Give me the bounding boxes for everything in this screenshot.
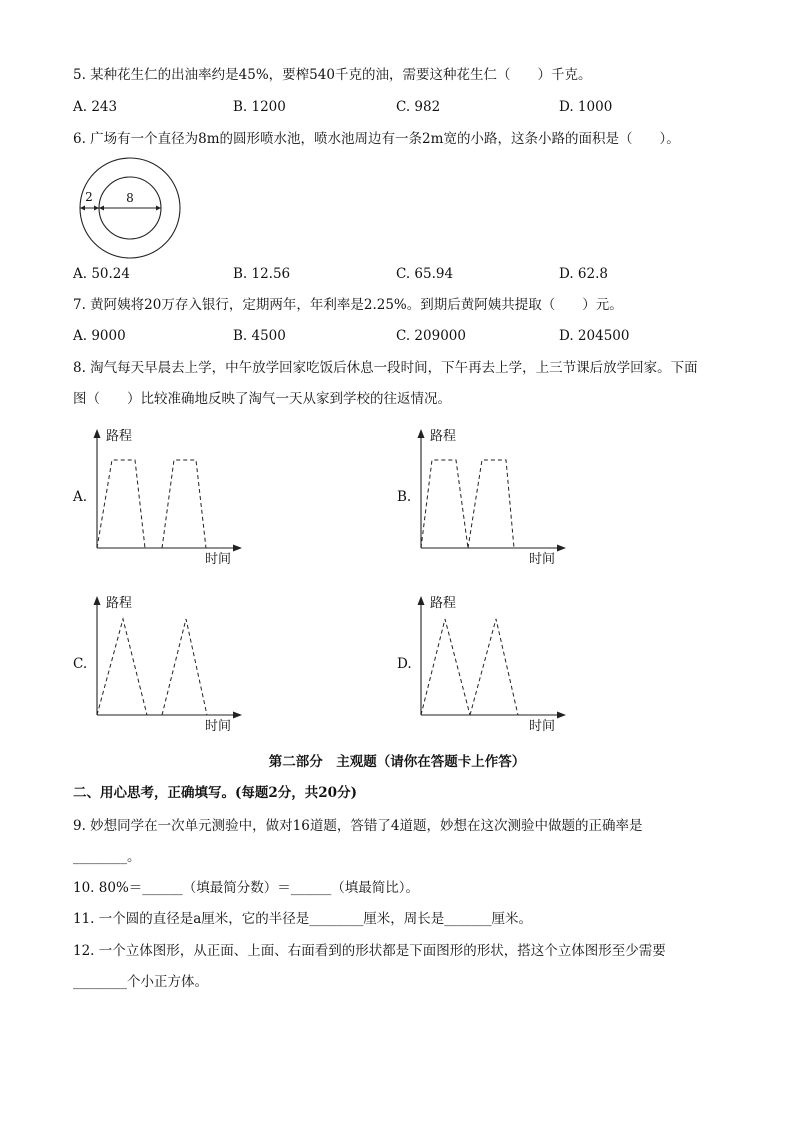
diameter-arrow-right bbox=[156, 206, 161, 211]
graph-c-option-label: C. bbox=[73, 656, 88, 672]
x-axis-arrow bbox=[557, 712, 566, 719]
q7-option-b: B. 4500 bbox=[233, 328, 286, 344]
q7-option-a: A. 9000 bbox=[73, 328, 126, 344]
question-6-text: 6. 广场有一个直径为8m的圆形喷水池，喷水池周边有一条2m宽的小路，这条小路的面积是（ ）。 bbox=[73, 131, 680, 147]
graph-b bbox=[414, 424, 614, 570]
question-8-line-1: 8. 淘气每天早晨去上学，中午放学回家吃饭后休息一段时间，下午再去上学，上三节课后放学回家。下面 bbox=[73, 360, 698, 376]
q5-option-c: C. 982 bbox=[396, 99, 441, 115]
y-axis-arrow bbox=[418, 596, 425, 605]
y-axis-label: 路程 bbox=[106, 596, 133, 611]
question-9-line-2: ________。 bbox=[73, 849, 141, 865]
x-axis-arrow bbox=[557, 545, 566, 552]
question-8-line-2: 图（ ）比较准确地反映了淘气一天从家到学校的往返情况。 bbox=[73, 391, 451, 407]
question-7-text: 7. 黄阿姨将20万存入银行，定期两年，年利率是2.25%。到期后黄阿姨共提取（ ）元。 bbox=[73, 297, 623, 313]
afternoon-trip-line bbox=[468, 460, 514, 548]
graph-a bbox=[90, 424, 290, 570]
q7-option-d: D. 204500 bbox=[559, 328, 630, 344]
graph-c bbox=[90, 591, 290, 737]
question-10-text: 10. 80%＝______（填最简分数）＝______（填最简比）。 bbox=[73, 880, 420, 896]
q5-option-d: D. 1000 bbox=[559, 99, 613, 115]
afternoon-trip-line bbox=[162, 619, 207, 715]
y-axis-arrow bbox=[94, 429, 101, 438]
fountain-circle-figure bbox=[78, 156, 182, 260]
x-axis-label: 时间 bbox=[205, 552, 232, 567]
q5-option-a: A. 243 bbox=[73, 99, 118, 115]
q7-option-c: C. 209000 bbox=[396, 328, 466, 344]
x-axis-arrow bbox=[233, 712, 242, 719]
x-axis-arrow bbox=[233, 545, 242, 552]
diameter-arrow-left bbox=[99, 206, 104, 211]
q6-option-d: D. 62.8 bbox=[559, 266, 608, 282]
morning-trip-line bbox=[421, 619, 470, 715]
morning-trip-line bbox=[97, 460, 145, 548]
diameter-label: 8 bbox=[126, 191, 134, 205]
y-axis-label: 路程 bbox=[430, 596, 457, 611]
afternoon-trip-line bbox=[470, 619, 518, 715]
x-axis-label: 时间 bbox=[529, 552, 556, 567]
graph-d bbox=[414, 591, 614, 737]
part-2-title: 第二部分 主观题（请你在答题卡上作答） bbox=[268, 754, 526, 770]
question-12-line-1: 12. 一个立体图形，从正面、上面、右面看到的形状都是下面图形的形状，搭这个立体图形至少需要 bbox=[73, 943, 666, 959]
morning-trip-line bbox=[421, 460, 468, 548]
morning-trip-line bbox=[97, 619, 147, 715]
x-axis-label: 时间 bbox=[205, 719, 232, 734]
y-axis-label: 路程 bbox=[430, 429, 457, 444]
y-axis-arrow bbox=[94, 596, 101, 605]
graph-b-option-label: B. bbox=[397, 489, 412, 505]
question-5-text: 5. 某种花生仁的出油率约是45%，要榨540千克的油，需要这种花生仁（ ）千克。 bbox=[73, 67, 592, 83]
x-axis-label: 时间 bbox=[529, 719, 556, 734]
path-width-arrow-left bbox=[80, 206, 85, 211]
question-9-line-1: 9. 妙想同学在一次单元测验中，做对16道题，答错了4道题，妙想在这次测验中做题的正确率是 bbox=[73, 818, 643, 834]
path-width-arrow-right bbox=[94, 206, 99, 211]
q6-option-c: C. 65.94 bbox=[396, 266, 454, 282]
afternoon-trip-line bbox=[162, 460, 206, 548]
question-11-text: 11. 一个圆的直径是a厘米，它的半径是________厘米，周长是_______厘米。 bbox=[73, 911, 533, 927]
q6-option-b: B. 12.56 bbox=[233, 266, 291, 282]
q6-option-a: A. 50.24 bbox=[73, 266, 130, 282]
path-width-label: 2 bbox=[85, 190, 93, 204]
graph-d-option-label: D. bbox=[397, 656, 412, 672]
section-2-title: 二、用心思考，正确填写。(每题2分，共20分) bbox=[73, 785, 357, 801]
y-axis-label: 路程 bbox=[106, 429, 133, 444]
q5-option-b: B. 1200 bbox=[233, 99, 286, 115]
question-12-line-2: ________个小正方体。 bbox=[73, 974, 208, 990]
graph-a-option-label: A. bbox=[73, 489, 88, 505]
y-axis-arrow bbox=[418, 429, 425, 438]
